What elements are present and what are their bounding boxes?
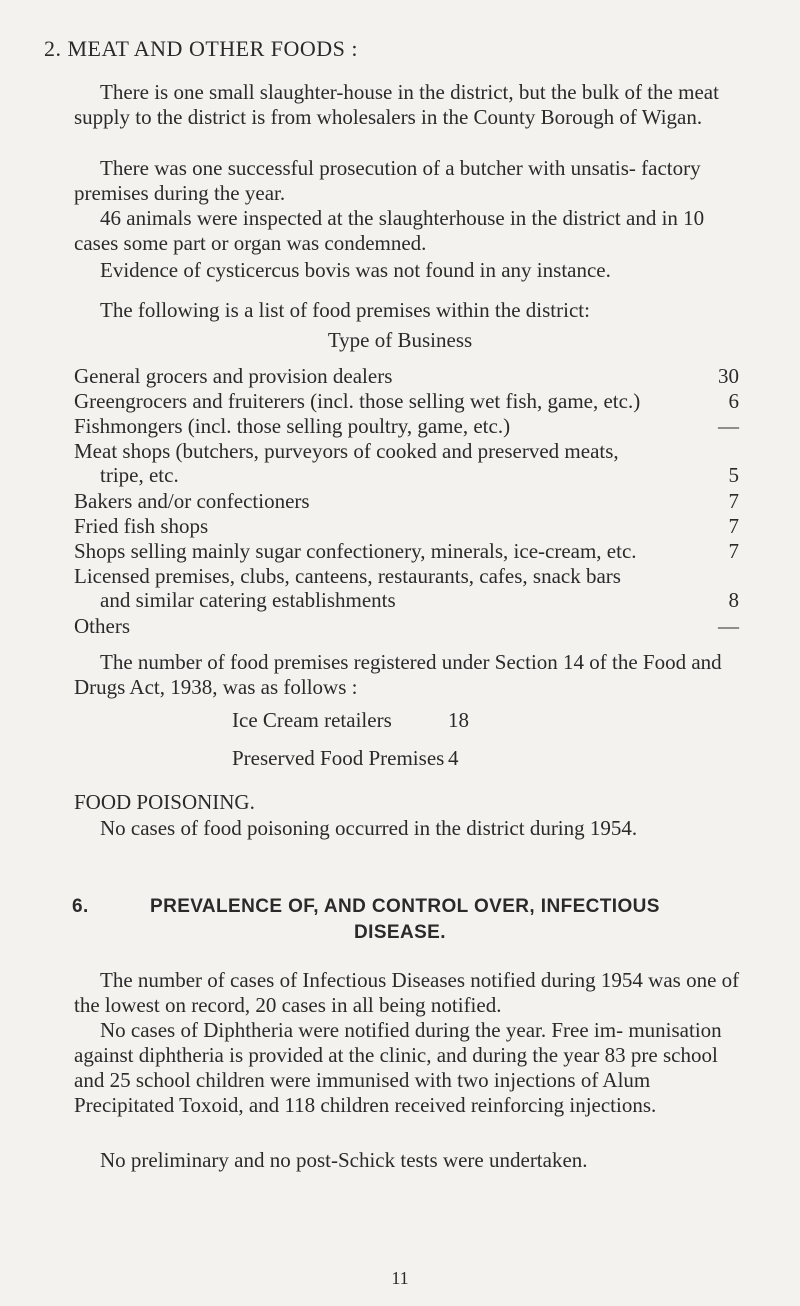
table-row: Others — xyxy=(74,614,739,638)
section-heading: 2. MEAT AND OTHER FOODS : xyxy=(44,36,359,61)
paragraph-infectious-diseases: The number of cases of Infectious Diseases notified during 1954 was one of the lowest on record, 20 cases in all being notified. xyxy=(74,968,740,1017)
registered-label-preserved-food: Preserved Food Premises xyxy=(232,746,445,770)
paragraph-prosecution: There was one successful prosecution of a butcher with unsatis- factory premises during the year. xyxy=(74,156,701,205)
table-row-continuation: and similar catering establishments 8 xyxy=(100,588,739,612)
paragraph-slaughterhouse: There is one small slaughter-house in the district, but the bulk of the meat supply to the district is from wholesalers in the County Borough of Wigan. xyxy=(74,80,719,129)
table-row: Bakers and/or confectioners 7 xyxy=(74,489,739,513)
registered-value-ice-cream: 18 xyxy=(448,708,469,732)
page-number: 11 xyxy=(391,1268,409,1288)
table-row: Fishmongers (incl. those selling poultry, game, etc.) — xyxy=(74,414,739,438)
paragraph-cysticercus: Evidence of cysticercus bovis was not found in any instance. xyxy=(100,258,611,282)
section-heading: PREVALENCE OF, AND CONTROL OVER, INFECTIOUS xyxy=(150,896,660,917)
table-row: Meat shops (butchers, purveyors of cooked and preserved meats, xyxy=(74,439,619,463)
section-number: 6. xyxy=(72,896,89,917)
registered-label-ice-cream: Ice Cream retailers xyxy=(232,708,392,732)
table-row-continuation: tripe, etc. 5 xyxy=(100,463,739,487)
paragraph-food-premises-intro: The following is a list of food premises within the district: xyxy=(100,298,590,322)
table-row: Shops selling mainly sugar confectionery, minerals, ice-cream, etc. 7 xyxy=(74,539,739,563)
paragraph-animals-inspected: 46 animals were inspected at the slaughterhouse in the district and in 10 cases some part or organ was condemned. xyxy=(74,206,705,255)
table-row: Fried fish shops 7 xyxy=(74,514,739,538)
paragraph-diphtheria: No cases of Diphtheria were notified during the year. Free im- munisation against diphtheria is provided at the clinic, and during the year 83 pre school and 25 school children were immunised with two injections of Alum Precipitated Toxoid, and 118 children received reinforcing injections. xyxy=(74,1018,722,1117)
section-heading-continuation: DISEASE. xyxy=(354,922,446,943)
paragraph-food-poisoning: No cases of food poisoning occurred in the district during 1954. xyxy=(100,816,638,840)
table-row: Greengrocers and fruiterers (incl. those selling wet fish, game, etc.) 6 xyxy=(74,389,739,413)
table-row: Licensed premises, clubs, canteens, restaurants, cafes, snack bars xyxy=(74,564,621,588)
table-title: Type of Business xyxy=(327,328,473,352)
food-poisoning-heading: FOOD POISONING. xyxy=(74,790,255,814)
paragraph-registered-premises: The number of food premises registered under Section 14 of the Food and Drugs Act, 1938, was as follows : xyxy=(74,650,722,699)
table-row: General grocers and provision dealers 30 xyxy=(74,364,739,388)
registered-value-preserved-food: 4 xyxy=(448,746,459,770)
paragraph-schick-tests: No preliminary and no post-Schick tests were undertaken. xyxy=(100,1148,588,1172)
